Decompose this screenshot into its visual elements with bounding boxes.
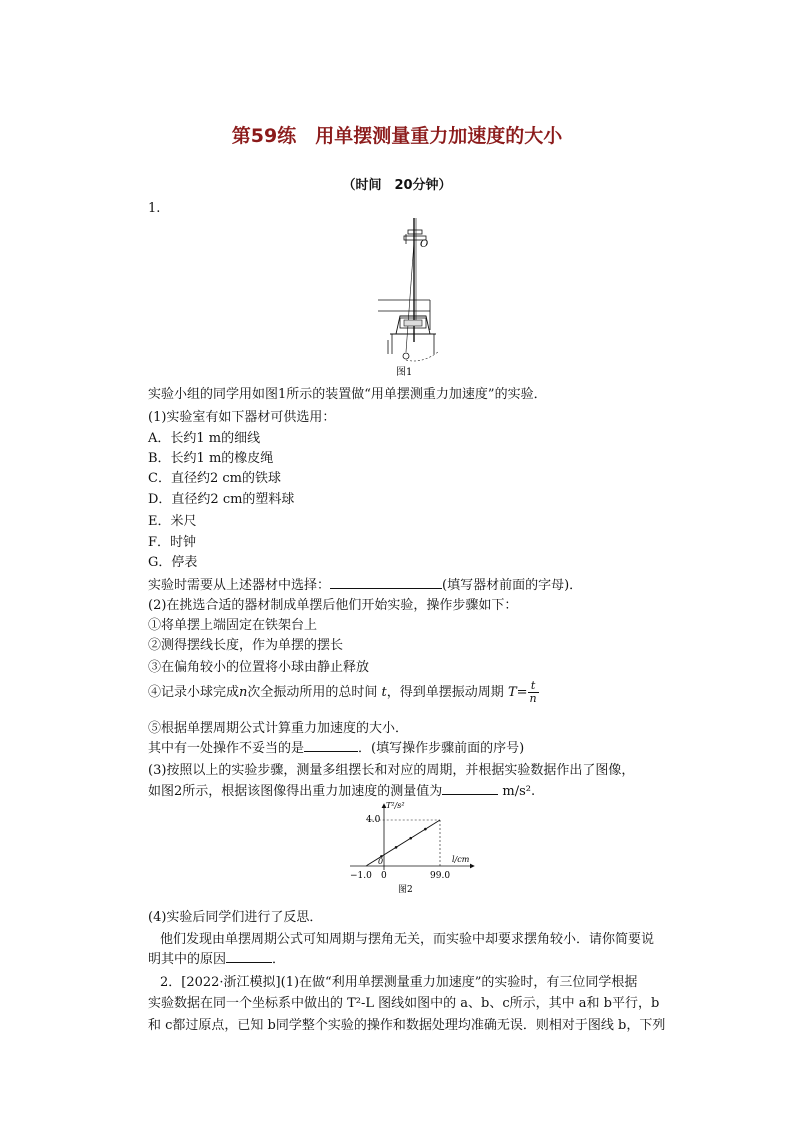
fraction-denominator: n — [529, 692, 537, 705]
reflection-line-1: 他们发现由单摆周期公式可知周期与摆角无关，而实验中却要求摆角较小．请你简要说 — [160, 932, 655, 947]
step-4-n: n — [239, 685, 248, 700]
question-2-line-1: 2．[2022·浙江模拟](1)在做“利用单摆测量重力加速度”的实验时，有三位同学根据 — [160, 975, 638, 990]
step-2: ②测得摆线长度，作为单摆的摆长 — [148, 638, 344, 653]
figure-2-data-point — [395, 846, 398, 849]
step-4-equals: = — [516, 685, 528, 700]
figure-1-caption: 图1 — [396, 367, 413, 378]
figure-2-origin-label: 0 — [378, 857, 384, 866]
figure-2-y-label: T²/s² — [386, 801, 405, 810]
step-4-text-c: ，得到单摆振动周期 — [386, 685, 504, 700]
part-3-line-1: (3)按照以上的实验步骤，测量多组摆长和对应的周期，并根据实验数据作出了图像， — [148, 763, 635, 778]
option-g: G．停表 — [148, 555, 198, 570]
step-4-text-b: 次全振动所用的总时间 — [247, 685, 378, 700]
gravity-value-blank[interactable] — [442, 782, 498, 795]
select-suffix: (填写器材前面的字母)． — [442, 578, 583, 593]
select-equipment-line — [148, 574, 582, 593]
gravity-unit: m/s². — [502, 784, 536, 799]
part-3-line-2 — [148, 780, 535, 799]
figure-1-point-o-label: O — [420, 239, 429, 250]
part-1-heading: (1)实验室有如下器材可供选用： — [148, 410, 336, 425]
improper-prefix: 其中有一处操作不妥当的是 — [148, 741, 305, 756]
figure-2-x-label: l/cm — [452, 855, 470, 864]
question-1-intro: 实验小组的同学用如图1所示的装置做“用单摆测重力加速度”的实验． — [148, 387, 547, 402]
page-title: 第59练 用单摆测量重力加速度的大小 — [231, 125, 563, 147]
reflection-answer-blank[interactable] — [226, 950, 272, 963]
improper-step-line — [148, 737, 524, 756]
option-c: C．直径约2 cm的铁球 — [148, 471, 281, 486]
figure-1-pendulum-apparatus — [370, 214, 470, 379]
option-d: D．直径约2 cm的塑料球 — [148, 492, 295, 507]
figure-2-y-tick-4: 4.0 — [366, 815, 381, 825]
time-limit: （时间 20分钟） — [342, 178, 452, 193]
step-5: ⑤根据单摆周期公式计算重力加速度的大小． — [148, 721, 409, 736]
period-fraction — [528, 680, 539, 705]
option-f: F．时钟 — [148, 535, 197, 550]
step-4-text-a: ④记录小球完成 — [148, 685, 240, 700]
improper-suffix: ．(填写操作步骤前面的序号) — [358, 741, 525, 756]
improper-step-blank[interactable] — [304, 739, 358, 752]
equipment-answer-blank[interactable] — [330, 576, 442, 589]
figure-2-chart — [340, 800, 480, 896]
part-4-heading: (4)实验后同学们进行了反思． — [148, 910, 323, 925]
step-4-t: t — [381, 685, 387, 700]
part-3-prefix: 如图2所示，根据该图像得出重力加速度的测量值为 — [148, 784, 443, 799]
select-prefix: 实验时需要从上述器材中选择： — [148, 578, 331, 593]
question-1-number: 1. — [148, 201, 161, 216]
step-4-period-symbol: T — [507, 685, 517, 700]
question-2-line-2: 实验数据在同一个坐标系中做出的 T²-L 图线如图中的 a、b、c所示，其中 a和 b平行，b — [148, 996, 660, 1011]
figure-2-data-point — [409, 837, 412, 840]
step-4 — [148, 680, 539, 705]
question-2-line-3: 和 c都过原点，已知 b同学整个实验的操作和数据处理均准确无误．则相对于图线 b，下列 — [148, 1018, 666, 1033]
reflection-line-2 — [148, 948, 285, 967]
part-2-heading: (2)在挑选合适的器材制成单摆后他们开始实验，操作步骤如下： — [148, 598, 518, 613]
figure-2-data-point — [424, 828, 427, 831]
step-3: ③在偏角较小的位置将小球由静止释放 — [148, 660, 370, 675]
option-e: E．米尺 — [148, 514, 197, 529]
step-1: ①将单摆上端固定在铁架台上 — [148, 618, 318, 633]
figure-2-x-tick-99: 99.0 — [430, 871, 451, 881]
reflection-suffix: ． — [272, 952, 286, 967]
figure-2-caption: 图2 — [398, 885, 413, 895]
figure-2-x-tick-neg1: −1.0 — [350, 871, 372, 881]
figure-2-x-tick-0: 0 — [381, 871, 387, 881]
fraction-numerator: t — [528, 680, 539, 693]
option-a: A．长约1 m的细线 — [148, 431, 261, 446]
reflection-prefix: 明其中的原因 — [148, 952, 227, 967]
option-b: B．长约1 m的橡皮绳 — [148, 451, 274, 466]
